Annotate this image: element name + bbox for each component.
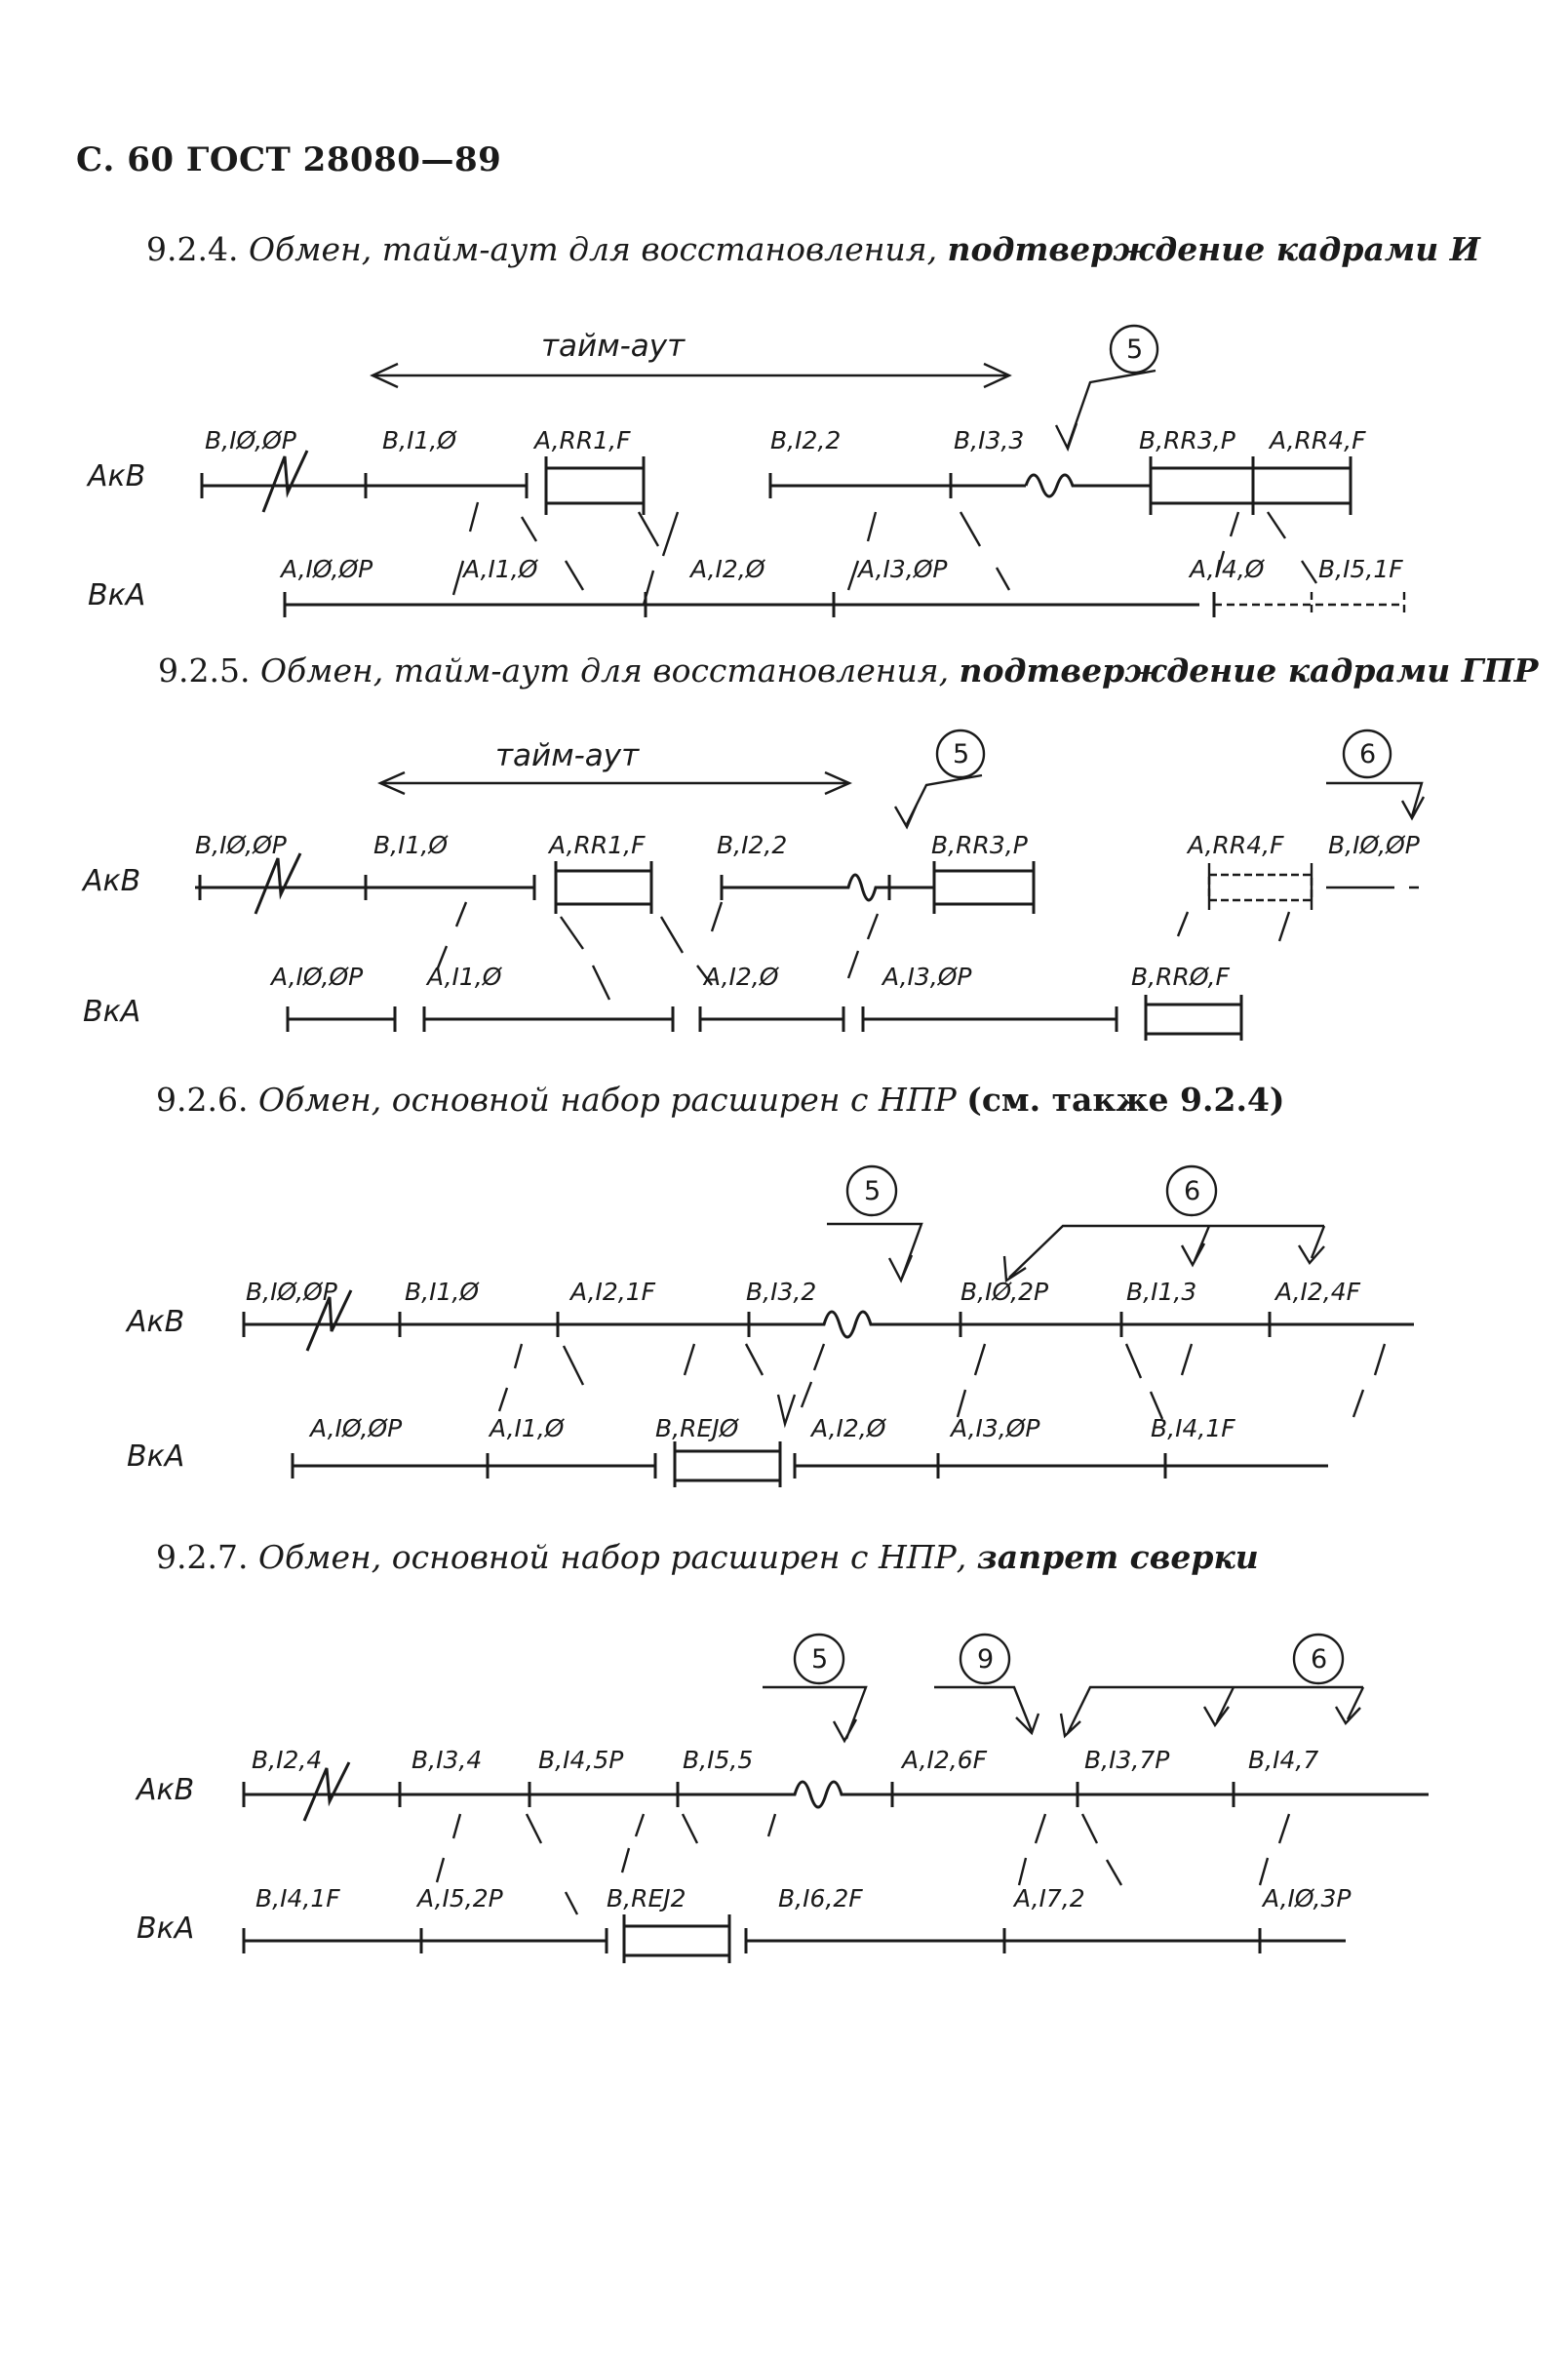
timeline-top: [202, 473, 527, 498]
frame-label: B,I5,5: [683, 1746, 754, 1774]
frame-label: A,IØ,ØP: [310, 1414, 403, 1442]
circle-number: 6: [1359, 739, 1377, 769]
frame-label: B,I4,1F: [255, 1884, 340, 1913]
transmission-lines: [499, 1344, 1385, 1424]
callout-arrow: [827, 1224, 921, 1281]
callout-arrow: [763, 1687, 866, 1741]
frame-label: B,I1,3: [1126, 1278, 1197, 1306]
frame-label: B,RR3,P: [1139, 426, 1235, 454]
timeline-top: [244, 1312, 1414, 1337]
frame-label: A,RR4,F: [1270, 426, 1366, 454]
supervisory-frame: [546, 468, 644, 503]
break-mark: [255, 853, 300, 914]
side-label-b-to-a: ВкА: [88, 578, 146, 612]
frame-label: B,I2,2: [770, 426, 842, 454]
section-title-9-2-6: 9.2.6. Обмен, основной набор расширен с НПР (см. также 9.2.4): [156, 1081, 1285, 1119]
frame-label: B,IØ,ØP: [205, 426, 296, 454]
circle-number: 6: [1184, 1176, 1201, 1206]
section-title-9-2-4: 9.2.4. Обмен, тайм-аут для восстановления, подтверждение кадрами И: [146, 230, 1480, 268]
timeline-bottom: [244, 1928, 1346, 1953]
frame-label: A,IØ,3P: [1263, 1884, 1352, 1913]
timeout-label: тайм-аут: [541, 329, 686, 364]
section-title-9-2-7: 9.2.7. Обмен, основной набор расширен с НПР, запрет сверки: [156, 1538, 1259, 1576]
frame-label: B,I5,1F: [1318, 555, 1403, 583]
side-label-a-to-b: АкВ: [137, 1773, 195, 1807]
supervisory-frame: [556, 871, 651, 904]
side-label-a-to-b: АкВ: [88, 459, 146, 493]
circle-number: 9: [977, 1644, 995, 1675]
side-label-b-to-a: ВкА: [127, 1439, 185, 1474]
side-label-b-to-a: ВкА: [83, 995, 141, 1029]
frame-label: A,I2,4F: [1275, 1278, 1361, 1306]
frame-label: A,I1,Ø: [463, 555, 538, 583]
frame-label: B,I3,4: [412, 1746, 483, 1774]
frame-label: A,I2,Ø: [690, 555, 765, 583]
circle-number: 5: [1126, 335, 1144, 365]
frame-label: A,RR4,F: [1188, 831, 1284, 859]
frame-label: A,I4,Ø: [1190, 555, 1265, 583]
callout-arrow: [1061, 1687, 1363, 1736]
circle-number: 6: [1311, 1644, 1328, 1675]
break-mark: [263, 451, 307, 512]
diagram-9-2-6: [0, 1156, 1568, 1497]
side-label-a-to-b: АкВ: [83, 864, 141, 898]
timeline-bottom: [293, 1453, 1328, 1479]
frame-label: A,RR1,F: [534, 426, 631, 454]
wavy-loss: [1026, 475, 1151, 496]
frame-label: A,I2,6F: [902, 1746, 988, 1774]
frame-label: A,IØ,ØP: [281, 555, 373, 583]
circle-number: 5: [811, 1644, 829, 1675]
timeout-label: тайм-аут: [495, 738, 640, 773]
callout-arrow: [934, 1687, 1039, 1733]
section-title-9-2-5: 9.2.5. Обмен, тайм-аут для восстановления, подтверждение кадрами ГПР: [158, 651, 1539, 690]
frame-label: B,I3,7P: [1084, 1746, 1170, 1774]
side-label-a-to-b: АкВ: [127, 1305, 185, 1339]
frame-label: B,I2,2: [717, 831, 788, 859]
frame-label: A,RR1,F: [549, 831, 646, 859]
diagram-9-2-7: [0, 1624, 1568, 1975]
frame-label: A,I3,ØP: [951, 1414, 1040, 1442]
frame-label: B,IØ,ØP: [1328, 831, 1420, 859]
circle-number: 5: [953, 739, 970, 769]
frame-label: B,I3,3: [954, 426, 1025, 454]
frame-label: B,I3,2: [746, 1278, 817, 1306]
diagram-9-2-4: [0, 312, 1568, 624]
frame-label: A,I5,2P: [417, 1884, 503, 1913]
frame-label: A,I2,1F: [570, 1278, 656, 1306]
timeline-bottom: [285, 592, 1214, 617]
frame-label: B,RR3,P: [931, 831, 1028, 859]
frame-label: B,I2,4: [252, 1746, 323, 1774]
frame-label: B,I1,Ø: [373, 831, 449, 859]
frame-label: A,I2,Ø: [811, 1414, 886, 1442]
timeline-top: [195, 875, 534, 900]
frame-label: B,I4,7: [1248, 1746, 1319, 1774]
transmission-lines: [437, 1814, 1289, 1914]
frame-label: B,I4,5P: [538, 1746, 624, 1774]
frame-label: A,I1,Ø: [490, 1414, 565, 1442]
frame-label: B,REJ2: [607, 1884, 686, 1913]
frame-label: B,I1,Ø: [405, 1278, 480, 1306]
frame-label: B,I1,Ø: [382, 426, 457, 454]
frame-label: B,IØ,2P: [960, 1278, 1049, 1306]
frame-label: A,I2,Ø: [704, 963, 779, 991]
frame-label: A,I7,2: [1014, 1884, 1085, 1913]
frame-label: A,I1,Ø: [427, 963, 502, 991]
frame-label: B,I4,1F: [1151, 1414, 1235, 1442]
frame-label: A,I3,ØP: [882, 963, 972, 991]
timeline-top: [244, 1782, 1429, 1807]
frame-label: B,IØ,ØP: [195, 831, 287, 859]
diagram-9-2-5: [0, 727, 1568, 1048]
callout-arrow: [1326, 783, 1424, 818]
frame-label: B,I6,2F: [778, 1884, 863, 1913]
frame-label: A,I3,ØP: [858, 555, 948, 583]
transmission-lines: [453, 502, 1316, 605]
side-label-b-to-a: ВкА: [137, 1912, 195, 1946]
callout-arrow: [1004, 1226, 1324, 1281]
frame-label: B,RRØ,F: [1131, 963, 1230, 991]
callout-arrow: [895, 775, 982, 827]
circle-number: 5: [864, 1176, 882, 1206]
wavy-loss: [722, 875, 934, 900]
frame-label: A,IØ,ØP: [271, 963, 364, 991]
frame-label: B,IØ,ØP: [246, 1278, 337, 1306]
frame-label: B,REJØ: [655, 1414, 739, 1442]
page-header: С. 60 ГОСТ 28080—89: [76, 140, 502, 179]
timeline-bottom: [288, 1006, 1117, 1032]
